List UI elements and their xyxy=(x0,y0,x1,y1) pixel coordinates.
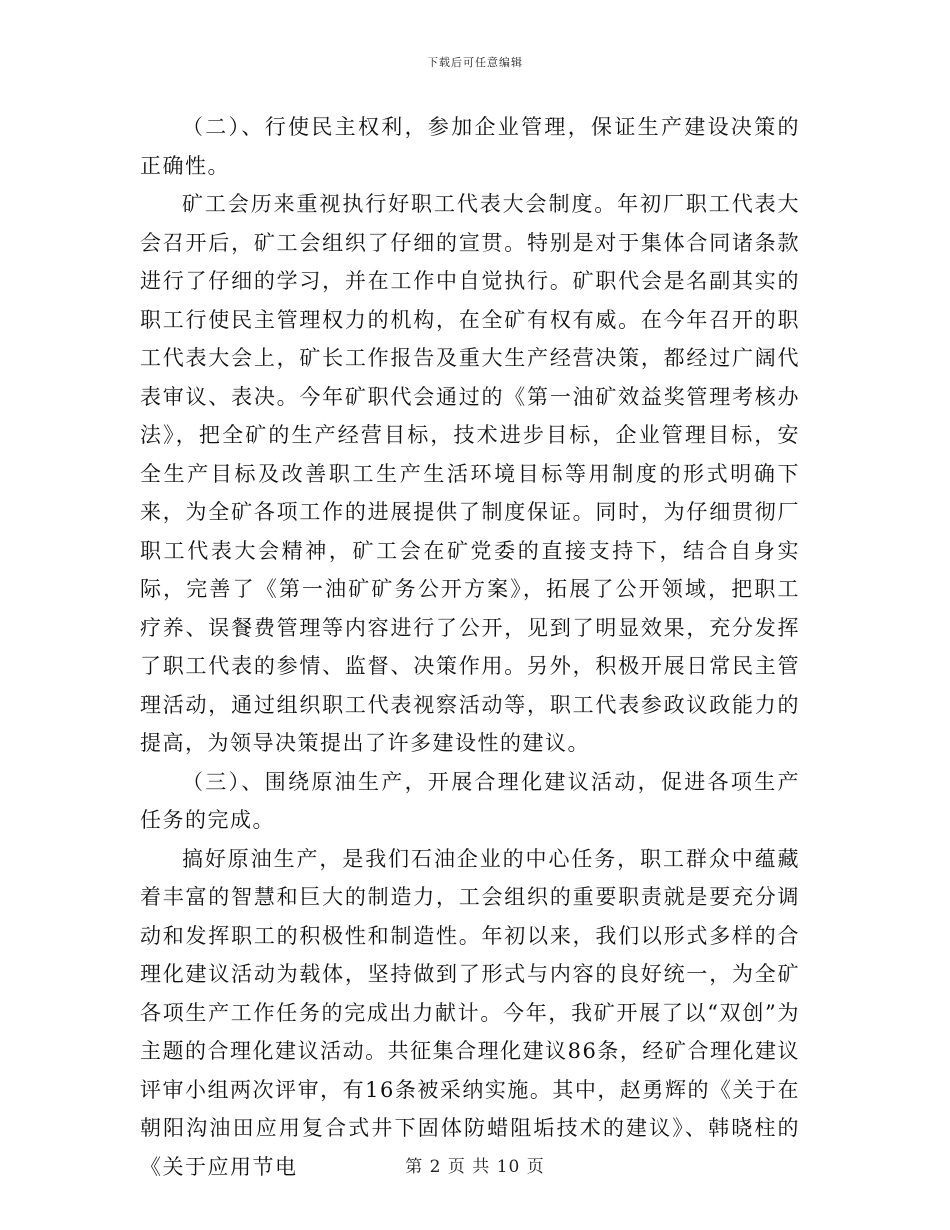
document-body xyxy=(140,108,800,1186)
body-paragraph: 搞好原油生产，是我们石油企业的中心任务，职工群众中蕴藏着丰富的智慧和巨大的制造力，工会组织的重要职责就是要充分调动和发挥职工的积极性和制造性。年初以来，我们以形式多样的合理化建议活动为载体，坚持做到了形式与内容的良好统一，为全矿各项生产工作任务的完成出力献计。今年，我矿开展了以“双创”为主题的合理化建议活动。共征集合理化建议86条，经矿合理化建议评审小组两次评审，有16条被采纳实施。其中，赵勇辉的《关于在朝阳沟油田应用复合式井下固体防蜡阻垢技术的建议》、韩晓柱的《关于应用节电 xyxy=(140,846,800,1179)
body-paragraph: 矿工会历来重视执行好职工代表大会制度。年初厂职工代表大会召开后，矿工会组织了仔细的宣贯。特别是对于集体合同诸条款进行了仔细的学习，并在工作中自觉执行。矿职代会是名副其实的职工行使民主管理权力的机构，在全矿有权有威。在今年召开的职工代表大会上，矿长工作报告及重大生产经营决策，都经过广阔代表审议、表决。今年矿职代会通过的《第一油矿效益奖管理考核办法》，把全矿的生产经营目标，技术进步目标，企业管理目标，安全生产目标及改善职工生产生活环境目标等用制度的形式明确下来，为全矿各项工作的进展提供了制度保证。同时，为仔细贯彻厂职工代表大会精神，矿工会在矿党委的直接支持下，结合自身实际，完善了《第一油矿矿务公开方案》，拓展了公开领域，把职工疗养、误餐费管理等内容进行了公开，见到了明显效果，充分发挥了职工代表的参情、监督、决策作用。另外，积极开展日常民主管理活动，通过组织职工代表视察活动等，职工代表参政议政能力的提高，为领导决策提出了许多建设性的建议。 xyxy=(140,192,800,755)
page-footer: 第 2 页 共 10 页 xyxy=(405,1157,545,1177)
section-heading-2: （二）、行使民主权利，参加企业管理，保证生产建设决策的正确性。 xyxy=(140,115,800,178)
page-header: 下载后可任意编辑 xyxy=(427,56,523,69)
section-heading-3: （三）、围绕原油生产，开展合理化建议活动，促进各项生产任务的完成。 xyxy=(140,769,800,832)
